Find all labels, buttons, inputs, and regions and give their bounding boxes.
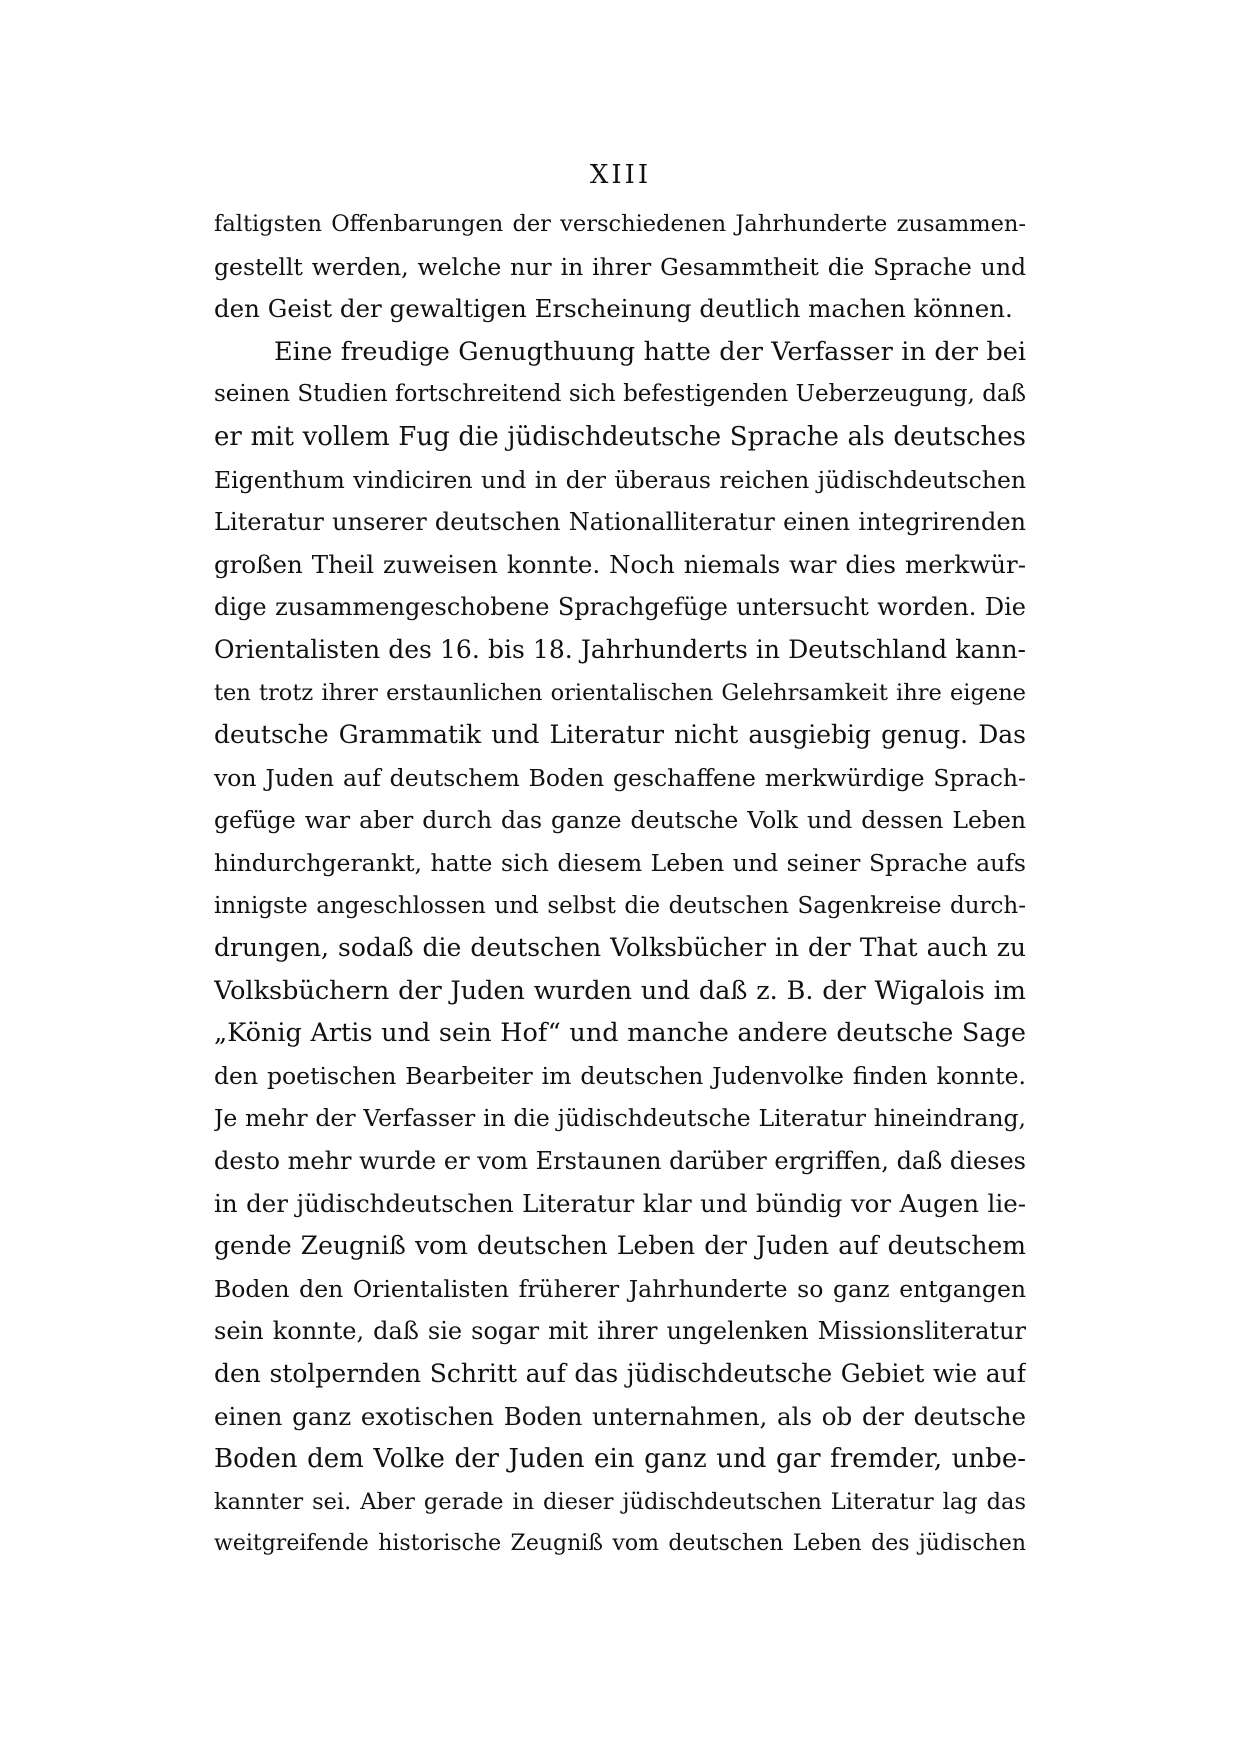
text-line: Orientalisten des 16. bis 18. Jahrhunderts in Deutschland kann- — [214, 634, 1026, 664]
text-line: sein konnte, daß sie sogar mit ihrer ungelenken Missionsliteratur — [214, 1317, 1026, 1346]
text-line: großen Theil zuweisen konnte. Noch niemals war dies merkwür- — [214, 549, 1026, 579]
text-line: den poetischen Bearbeiter im deutschen Judenvolke finden konnte. — [214, 1061, 1026, 1090]
text-line: Boden dem Volke der Juden ein ganz und gar fremder, unbe- — [214, 1444, 1026, 1475]
text-line: Je mehr der Verfasser in die jüdischdeutsche Literatur hineindrang, — [214, 1104, 1026, 1133]
text-line: faltigsten Offenbarungen der verschiedenen Jahrhunderte zusammen- — [214, 211, 1026, 237]
text-line: gefüge war aber durch das ganze deutsche Volk und dessen Leben — [214, 806, 1026, 835]
text-line: dige zusammengeschobene Sprachgefüge untersucht worden. Die — [214, 593, 1026, 622]
text-line: Literatur unserer deutschen Nationalliteratur einen integrirenden — [214, 508, 1026, 537]
text-line: er mit vollem Fug die jüdischdeutsche Sprache als deutsches — [214, 421, 1026, 452]
text-line: ten trotz ihrer erstaunlichen orientalischen Gelehrsamkeit ihre eigene — [214, 679, 1026, 706]
paragraph-start-line: Eine freudige Genugthuung hatte der Verfasser in der bei — [274, 336, 1026, 367]
text-line: Volksbüchern der Juden wurden und daß z. B. der Wigalois im — [214, 975, 1026, 1006]
text-line: hindurchgerankt, hatte sich diesem Leben und seiner Sprache aufs — [214, 848, 1026, 877]
text-line: drungen, sodaß die deutschen Volksbücher in der That auch zu — [214, 933, 1026, 963]
text-line: in der jüdischdeutschen Literatur klar und bündig vor Augen lie- — [214, 1188, 1026, 1218]
text-line: kannter sei. Aber gerade in dieser jüdischdeutschen Literatur lag das — [214, 1488, 1026, 1515]
text-line: Eigenthum vindiciren und in der überaus reichen jüdischdeutschen — [214, 465, 1026, 494]
text-line: „König Artis und sein Hof“ und manche andere deutsche Sage — [214, 1018, 1026, 1049]
text-line: Boden den Orientalisten früherer Jahrhunderte so ganz entgangen — [214, 1274, 1026, 1303]
page-number: XIII — [589, 160, 652, 190]
text-line: desto mehr wurde er vom Erstaunen darüber ergriffen, daß dieses — [214, 1147, 1026, 1176]
text-line: den stolpernden Schritt auf das jüdischdeutsche Gebiet wie auf — [214, 1359, 1026, 1389]
text-line: von Juden auf deutschem Boden geschaffene merkwürdige Sprach- — [214, 763, 1026, 792]
text-line: den Geist der gewaltigen Erscheinung deutlich machen können. — [214, 294, 1013, 324]
text-line: gende Zeugniß vom deutschen Leben der Juden auf deutschem — [214, 1231, 1026, 1261]
text-line: deutsche Grammatik und Literatur nicht ausgiebig genug. Das — [214, 720, 1026, 750]
text-line: weitgreifende historische Zeugniß vom deutschen Leben des jüdischen — [214, 1531, 1026, 1557]
text-line: einen ganz exotischen Boden unternahmen, als ob der deutsche — [214, 1401, 1026, 1431]
text-line: innigste angeschlossen und selbst die deutschen Sagenkreise durch- — [214, 892, 1026, 919]
body-text — [214, 203, 1026, 1566]
text-line: seinen Studien fortschreitend sich befestigenden Ueberzeugung, daß — [214, 381, 1026, 408]
text-line: gestellt werden, welche nur in ihrer Gesammtheit die Sprache und — [214, 252, 1026, 281]
